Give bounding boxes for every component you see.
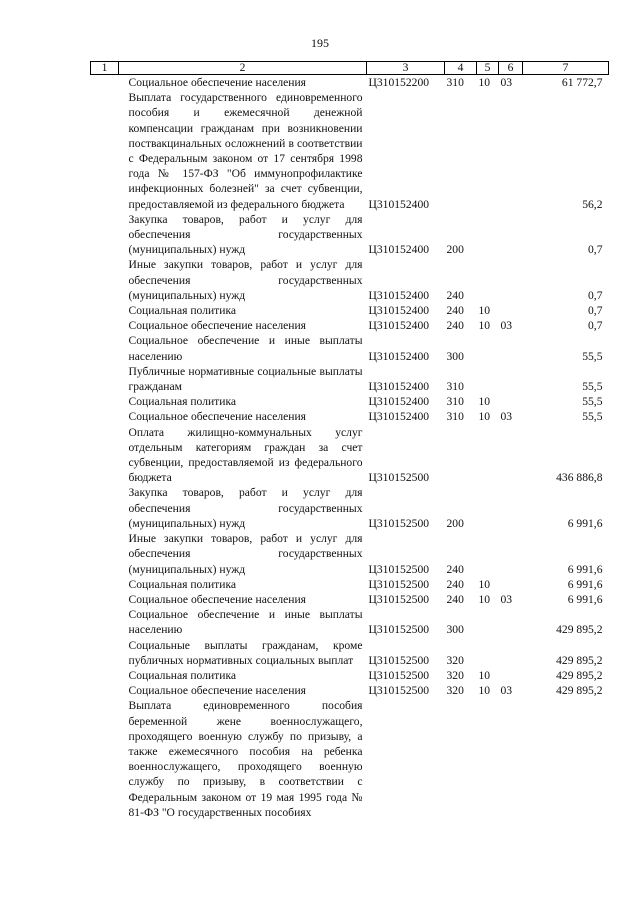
row-col1 <box>91 531 119 577</box>
table-row <box>91 212 609 258</box>
table-row <box>91 257 609 303</box>
row-col5 <box>477 531 499 577</box>
row-col1 <box>91 394 119 409</box>
table-row <box>91 485 609 531</box>
row-col5 <box>477 257 499 303</box>
row-amount: 0,7 <box>588 288 603 302</box>
row-col4: 300 <box>446 623 464 637</box>
row-name: Социальное обеспечение населения <box>128 684 307 698</box>
row-col4: 240 <box>446 562 464 576</box>
row-amount <box>523 698 609 820</box>
row-col1 <box>91 592 119 607</box>
row-name: Иные закупки товаров, работ и услуг для обеспечения государственных (муниципальных) нужд <box>128 532 363 576</box>
row-col1 <box>91 212 119 258</box>
row-col5 <box>477 638 499 668</box>
row-col4 <box>445 698 477 820</box>
row-col1 <box>91 90 119 212</box>
row-code <box>367 698 445 820</box>
row-col4: 200 <box>446 243 464 257</box>
row-col5 <box>477 485 499 531</box>
row-col6 <box>499 212 523 258</box>
row-col5 <box>477 698 499 820</box>
row-col5: 10 <box>478 76 491 89</box>
row-amount: 6 991,6 <box>567 562 603 576</box>
row-col1 <box>91 668 119 683</box>
row-col4: 240 <box>446 319 464 333</box>
row-col6 <box>499 577 523 592</box>
row-amount: 0,7 <box>588 319 603 333</box>
row-col4 <box>445 425 477 486</box>
row-code: Ц310152500 <box>368 577 430 591</box>
row-col5 <box>477 607 499 637</box>
row-col4: 310 <box>446 395 464 409</box>
row-name: Оплата жилищно-коммунальных услуг отдельным категориям граждан за счет субвенции, предоставляемой из федерального бюджета <box>128 425 363 485</box>
row-col5: 10 <box>478 410 491 424</box>
table-row <box>91 364 609 394</box>
page-number: 195 <box>311 36 329 50</box>
row-amount: 55,5 <box>582 395 603 409</box>
table-row <box>91 409 609 424</box>
row-col5: 10 <box>478 304 491 318</box>
row-col4: 320 <box>446 653 464 667</box>
row-col1 <box>91 409 119 424</box>
column-header-4: 4 <box>445 62 477 75</box>
row-amount: 61 772,7 <box>561 76 603 89</box>
table-row <box>91 75 609 91</box>
row-col6 <box>499 394 523 409</box>
row-col1 <box>91 485 119 531</box>
row-code: Ц310152500 <box>368 684 430 698</box>
row-amount: 436 886,8 <box>556 471 603 485</box>
row-code: Ц310152500 <box>368 592 430 606</box>
row-code: Ц310152400 <box>368 288 430 302</box>
row-col6 <box>499 303 523 318</box>
row-name: Выплата единовременного пособия беременной жене военнослужащего, проходящего военную службу по призыву, а также ежемесячного пособия на ребенка военнослужащего, проходящего военную службу по призыву, в соответствии с Федеральным законом от 19 мая 1995 года № 81-ФЗ "О государственных пособиях <box>128 699 363 819</box>
row-code: Ц310152400 <box>368 243 430 257</box>
row-col4: 240 <box>446 304 464 318</box>
row-amount: 6 991,6 <box>567 516 603 530</box>
row-col6 <box>499 257 523 303</box>
row-col6 <box>499 485 523 531</box>
table-row <box>91 318 609 333</box>
row-col5: 10 <box>478 592 491 606</box>
row-code: Ц310152500 <box>368 471 430 485</box>
row-code: Ц310152400 <box>368 380 430 394</box>
row-code: Ц310152400 <box>368 319 430 333</box>
row-col4: 320 <box>446 668 464 682</box>
row-name: Социальная политика <box>128 668 237 682</box>
row-name: Социальное обеспечение и иные выплаты населению <box>128 334 363 363</box>
row-col4: 310 <box>446 410 464 424</box>
table-header <box>91 62 609 75</box>
row-amount: 429 895,2 <box>556 684 603 698</box>
row-col4: 240 <box>446 288 464 302</box>
row-code: Ц310152400 <box>368 349 430 363</box>
row-code: Ц310152500 <box>368 668 430 682</box>
row-name: Закупка товаров, работ и услуг для обеспечения государственных (муниципальных) нужд <box>128 486 363 530</box>
budget-table <box>90 61 609 820</box>
row-col6: 03 <box>500 76 513 89</box>
row-name: Социальное обеспечение населения <box>128 76 307 89</box>
row-col6 <box>499 698 523 820</box>
row-col5: 10 <box>478 577 491 591</box>
row-col1 <box>91 333 119 363</box>
row-name: Закупка товаров, работ и услуг для обеспечения государственных (муниципальных) нужд <box>128 212 363 257</box>
row-name: Социальная политика <box>128 304 237 318</box>
row-col6 <box>499 90 523 212</box>
row-col1 <box>91 364 119 394</box>
table-row <box>91 394 609 409</box>
row-col6 <box>499 668 523 683</box>
row-amount: 56,2 <box>582 197 603 211</box>
row-amount: 0,7 <box>588 243 603 257</box>
row-name: Публичные нормативные социальные выплаты гражданам <box>128 364 363 394</box>
row-col5 <box>477 90 499 212</box>
row-name: Социальная политика <box>128 577 237 591</box>
row-code: Ц310152200 <box>368 76 430 89</box>
row-col6 <box>499 364 523 394</box>
row-col6: 03 <box>500 319 513 333</box>
row-col1 <box>91 577 119 592</box>
row-col5 <box>477 212 499 258</box>
header-row <box>91 62 609 75</box>
column-header-2: 2 <box>119 62 367 75</box>
row-code: Ц310152500 <box>368 623 430 637</box>
row-code: Ц310152500 <box>368 516 430 530</box>
row-name: Иные закупки товаров, работ и услуг для обеспечения государственных (муниципальных) нужд <box>128 258 363 302</box>
row-amount: 429 895,2 <box>556 668 603 682</box>
row-col1 <box>91 303 119 318</box>
table-body <box>91 75 609 820</box>
row-amount: 55,5 <box>582 410 603 424</box>
row-col5: 10 <box>478 684 491 698</box>
row-code: Ц310152500 <box>368 562 430 576</box>
row-name: Социальная политика <box>128 395 237 409</box>
row-col4: 240 <box>446 577 464 591</box>
table-row <box>91 683 609 698</box>
row-col6: 03 <box>500 410 513 424</box>
row-col4 <box>445 90 477 212</box>
row-name: Социальное обеспечение населения <box>128 410 307 424</box>
row-col6 <box>499 638 523 668</box>
row-col5: 10 <box>478 668 491 682</box>
row-code: Ц310152400 <box>368 197 430 211</box>
row-name: Социальные выплаты гражданам, кроме публичных нормативных социальных выплат <box>128 638 363 667</box>
row-col4: 300 <box>446 349 464 363</box>
row-col1 <box>91 257 119 303</box>
row-code: Ц310152500 <box>368 653 430 667</box>
table-row <box>91 638 609 668</box>
row-code: Ц310152400 <box>368 410 430 424</box>
row-col1 <box>91 75 119 91</box>
table-row <box>91 607 609 637</box>
row-col5 <box>477 364 499 394</box>
row-name: Социальное обеспечение населения <box>128 319 307 333</box>
row-col1 <box>91 683 119 698</box>
row-amount: 429 895,2 <box>556 623 603 637</box>
row-amount: 6 991,6 <box>567 592 603 606</box>
row-col4: 310 <box>446 380 464 394</box>
row-code: Ц310152400 <box>368 395 430 409</box>
row-col1 <box>91 425 119 486</box>
row-col6 <box>499 425 523 486</box>
row-col4: 200 <box>446 516 464 530</box>
row-col4: 240 <box>446 592 464 606</box>
row-name: Социальное обеспечение населения <box>128 592 307 606</box>
row-col5: 10 <box>478 319 491 333</box>
row-amount: 0,7 <box>588 304 603 318</box>
row-col1 <box>91 638 119 668</box>
table-row <box>91 592 609 607</box>
column-header-1: 1 <box>91 62 119 75</box>
row-col6 <box>499 333 523 363</box>
table-row <box>91 698 609 820</box>
row-col6 <box>499 607 523 637</box>
table-row <box>91 303 609 318</box>
column-header-6: 6 <box>499 62 523 75</box>
column-header-3: 3 <box>367 62 445 75</box>
table-row <box>91 531 609 577</box>
row-col4: 320 <box>446 684 464 698</box>
row-col6: 03 <box>500 684 513 698</box>
row-col1 <box>91 318 119 333</box>
row-col6: 03 <box>500 592 513 606</box>
row-col5 <box>477 333 499 363</box>
row-code: Ц310152400 <box>368 304 430 318</box>
row-name: Выплата государственного единовременного пособия и ежемесячной денежной компенсации гражданам при возникновении поствакцинальных осложнений в соответствии с Федеральным законом от 17 сентября 1998 года № 157-ФЗ "Об иммунопрофилактике инфекционных болезней" за счет субвенции, предоставляемой из федерального бюджета <box>128 91 363 211</box>
table-row <box>91 668 609 683</box>
row-col4: 310 <box>446 76 464 89</box>
row-amount: 429 895,2 <box>556 653 603 667</box>
row-amount: 6 991,6 <box>567 577 603 591</box>
row-name: Социальное обеспечение и иные выплаты населению <box>128 608 363 637</box>
row-col5 <box>477 425 499 486</box>
row-col1 <box>91 698 119 820</box>
column-header-5: 5 <box>477 62 499 75</box>
table-row <box>91 577 609 592</box>
row-col1 <box>91 607 119 637</box>
column-header-7: 7 <box>523 62 609 75</box>
row-amount: 55,5 <box>582 349 603 363</box>
table-row <box>91 425 609 486</box>
table-row <box>91 333 609 363</box>
table-row <box>91 90 609 212</box>
row-amount: 55,5 <box>582 380 603 394</box>
row-col6 <box>499 531 523 577</box>
row-col5: 10 <box>478 395 491 409</box>
